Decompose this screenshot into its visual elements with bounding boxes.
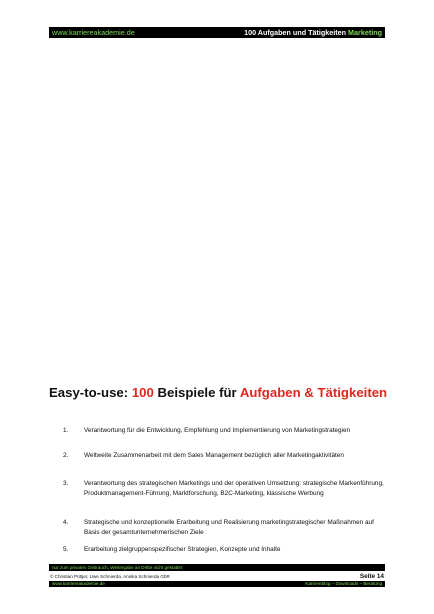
page-headline <box>49 384 389 401</box>
list-item-number: 2. <box>63 452 69 459</box>
headline-number: 100 <box>131 385 154 400</box>
header-title-accent: Marketing <box>348 28 382 37</box>
list-item-text: Strategische und konzeptionelle Erarbeitung und Realisierung marketingstrategischer Maßnahmen auf Basis der gesamtunternehmerischen Ziele <box>84 519 374 536</box>
list-item-number: 5. <box>63 546 69 553</box>
list-item-text: Verantwortung für die Entwicklung, Empfehlung und Implementierung von Marketingstrategien <box>84 427 351 434</box>
headline-part3: Aufgaben & Tätigkeiten <box>239 385 388 400</box>
footer-site-link[interactable]: www.karriereakademie.de <box>52 581 105 586</box>
list-item-number: 3. <box>63 480 69 487</box>
headline-part1: Easy-to-use: <box>49 385 132 400</box>
footer-links-bar <box>49 581 385 587</box>
list-item-text: Weltweite Zusammenarbeit mit dem Sales Management bezüglich aller Marketingaktivitäten <box>84 452 344 459</box>
header-bar <box>49 27 385 38</box>
list-item-text: Verantwortung des strategischen Marketings und der operativen Umsetzung: strategische Markenführung, Produktmanagement-Führung, Marktforschung, B2C-Marketing, klassische Werbung <box>84 480 384 497</box>
header-title <box>244 27 382 38</box>
footer-notice-bar <box>49 564 385 571</box>
list-item-number: 1. <box>63 427 69 434</box>
page-number: Seite 14 <box>359 573 384 580</box>
footer-row <box>49 572 385 581</box>
header-site-link[interactable]: www.karriereakademie.de <box>52 28 135 37</box>
footer-links[interactable]: Karriereblog – Downloads – Beratung <box>305 581 382 586</box>
footer-notice: nur zum privaten Gebrauch, Weitergabe an Dritte nicht gestattet <box>52 565 183 570</box>
list-item-number: 4. <box>63 519 69 526</box>
list-item-text: Erarbeitung zielgruppenspezifischer Strategien, Konzepte und Inhalte <box>84 546 281 553</box>
headline-part2: Beispiele für <box>153 385 240 400</box>
footer-copyright: © Christian Püttjer, Uwe Schnierda, Annika Schnierda GbR <box>50 574 170 579</box>
header-title-prefix: 100 Aufgaben und Tätigkeiten <box>244 28 347 37</box>
